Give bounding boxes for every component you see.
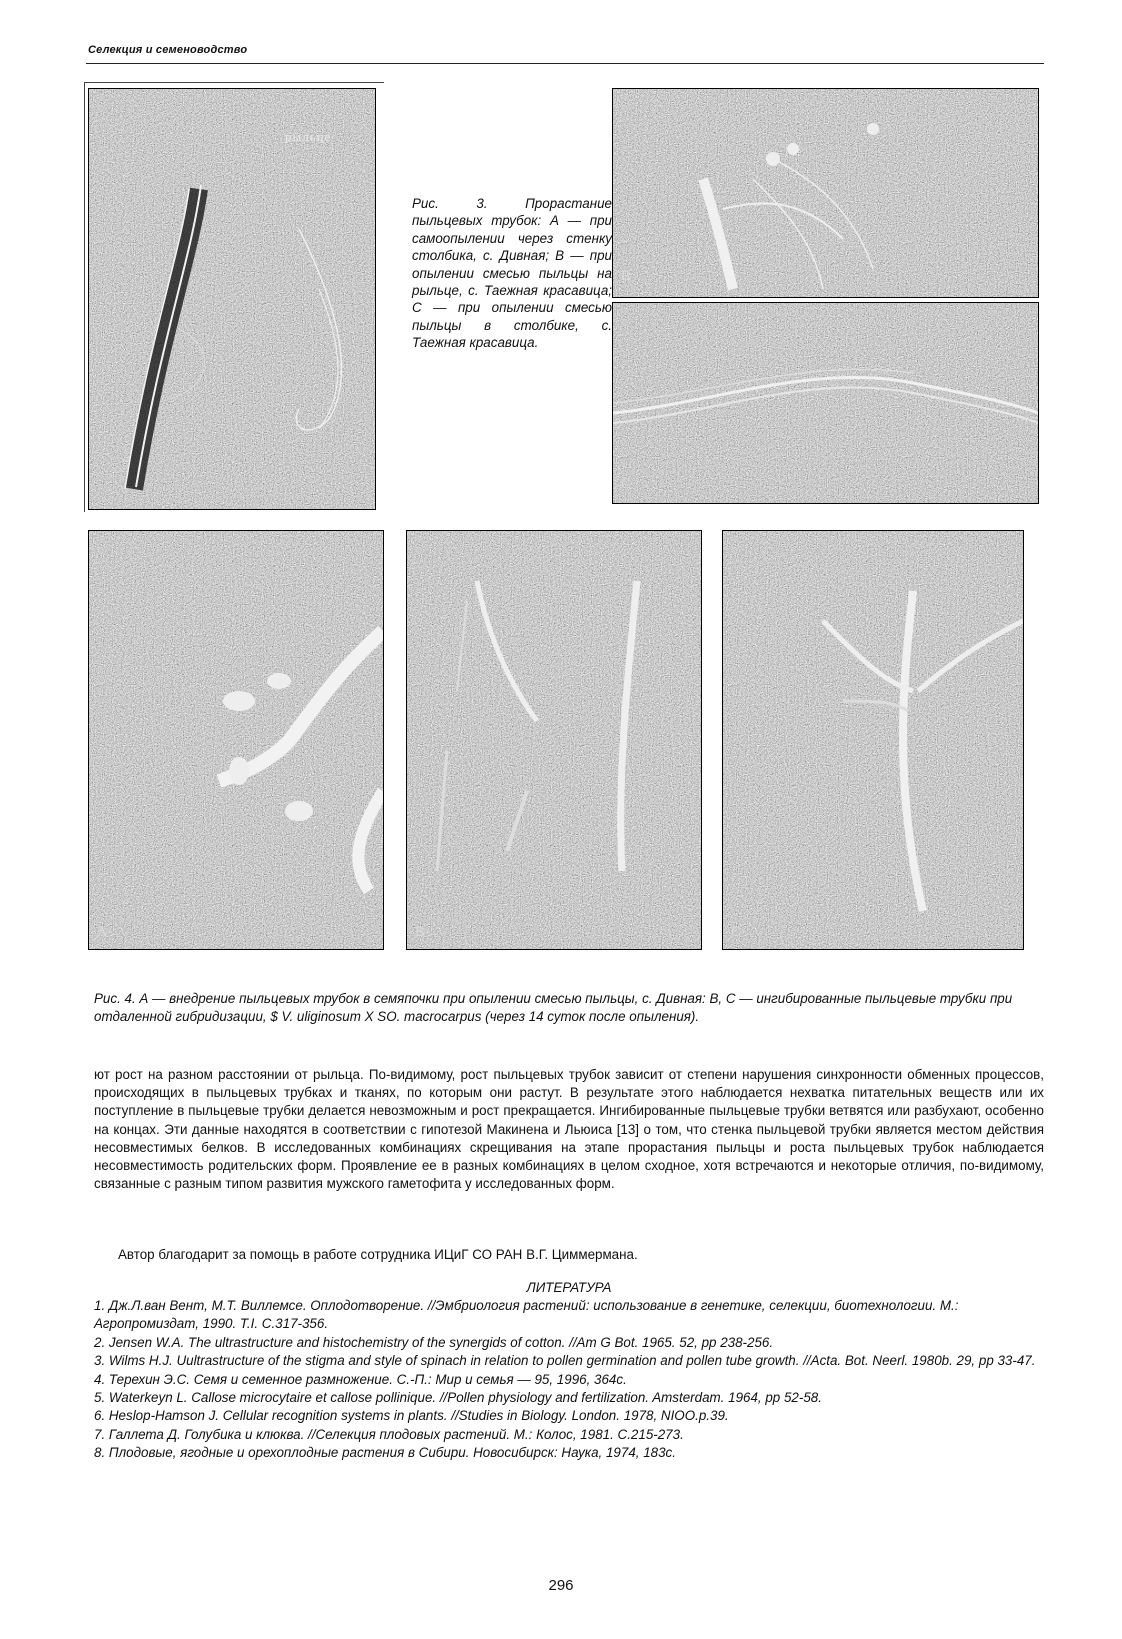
figure-4a-photo [88, 530, 384, 950]
figure-3-caption: Рис. 3. Прорастание пыльцевых трубок: А — при самоопылении через стенку столбика, с. Дивная; В — при опылении смесью пыльцы на рыльце, с. Таежная красавица; С — при опылении смесью пыльцы в столбике, с. Таежная красавица. [412, 196, 612, 351]
figure-3c-letter: С [621, 477, 631, 492]
reference-item: 5. Waterkeyn L. Callose microcytaire et callose pollinique. //Pollen physiology and fertilization. Amsterdam. 1964, pp 52-58. [94, 1390, 822, 1406]
figure-3b-letter: В [621, 269, 631, 284]
stigma-label: рыльце [285, 129, 332, 144]
figure-4c-photo [722, 530, 1024, 950]
figure-4a-letter: А [97, 925, 108, 940]
figure-frame-top [84, 82, 384, 83]
reference-item: 6. Heslop-Hamson J. Cellular recognition systems in plants. //Studies in Biology. London. 1978, NIOO.p.39. [94, 1408, 729, 1424]
reference-item: 2. Jensen W.A. The ultrastructure and histochemistry of the synergids of cotton. //Am G Bot. 1965. 52, pp 238-256. [94, 1334, 774, 1350]
body-paragraph-text: ют рост на разном расстоянии от рыльца. По-видимому, рост пыльцевых трубок зависит от степени нарушения синхронности обменных процессов, происходящих в пыльцевых трубках и тканях, по которым они растут. В результате этого наблюдается нехватка питательных веществ или их поступление в пыльцевые трубки делается невозможным и рост прекращается. Ингибированные пыльцевые трубки ветвятся или разбухают, особенно на концах. Эти данные находятся в соответствии с гипотезой Макинена и Льюиса [13] о том, что стенка пыльцевой трубки является местом действия несовместимых белков. В исследованных комбинациях скрещивания на этапе прорастания пыльцы и роста пыльцевых трубок наблюдается несовместимость родительских форм. Проявление ее в разных комбинациях в целом сходное, хотя встречаются и некоторые отличия, по-видимому, связанные с разным типом развития мужского гаметофита у исследованных форм. [94, 1067, 1044, 1192]
header-rule [86, 63, 1044, 64]
body-paragraph [94, 1066, 1044, 1193]
reference-item: 4. Терехин Э.С. Семя и семенное размножение. С.-П.: Мир и семья — 95, 1996, 364с. [94, 1371, 627, 1387]
figure-4b-photo [406, 530, 702, 950]
reference-item: 1. Дж.Л.ван Вент, М.Т. Виллемсе. Оплодотворение. //Эмбриология растений: использование в генетике, селекции, биотехнологии. М.: Агропромиздат, 1990. Т.I. С.317-356. [94, 1298, 959, 1332]
reference-item: 3. Wilms H.J. Uultrastructure of the stigma and style of spinach in relation to pollen germination and pollen tube growth. //Acta. Bot. Neerl. 1980b. 29, pp 33-47. [94, 1353, 1036, 1369]
acknowledgment: Автор благодарит за помощь в работе сотрудника ИЦиГ СО РАН В.Г. Циммермана. [118, 1247, 638, 1262]
figure-3a-photo [88, 88, 376, 510]
figure-3b-photo [612, 88, 1039, 298]
page-number: 296 [548, 1577, 574, 1594]
references-title: ЛИТЕРАТУРА [526, 1280, 612, 1295]
figure-4b-letter: В [415, 925, 425, 940]
reference-item: 8. Плодовые, ягодные и орехоплодные растения в Сибири. Новосибирск: Наука, 1974, 183с. [94, 1445, 676, 1461]
reference-item: 7. Галлета Д. Голубика и клюква. //Селекция плодовых растений. М.: Колос, 1981. С.215-273. [94, 1426, 684, 1442]
figure-4c-letter: С [731, 925, 741, 940]
figure-frame-left [84, 82, 85, 512]
figure-4-caption: Рис. 4. А — внедрение пыльцевых трубок в семяпочки при опылении смесью пыльцы, с. Дивная: В, С — ингибированные пыльцевые трубки при отдаленной гибридизации, $ V. uliginosum X SO. macrocarpus (через 14 суток после опыления). [94, 991, 1013, 1024]
references-list [94, 1297, 1044, 1463]
running-head: Селекция и семеноводство [88, 44, 248, 56]
figure-3c-photo [612, 302, 1039, 504]
